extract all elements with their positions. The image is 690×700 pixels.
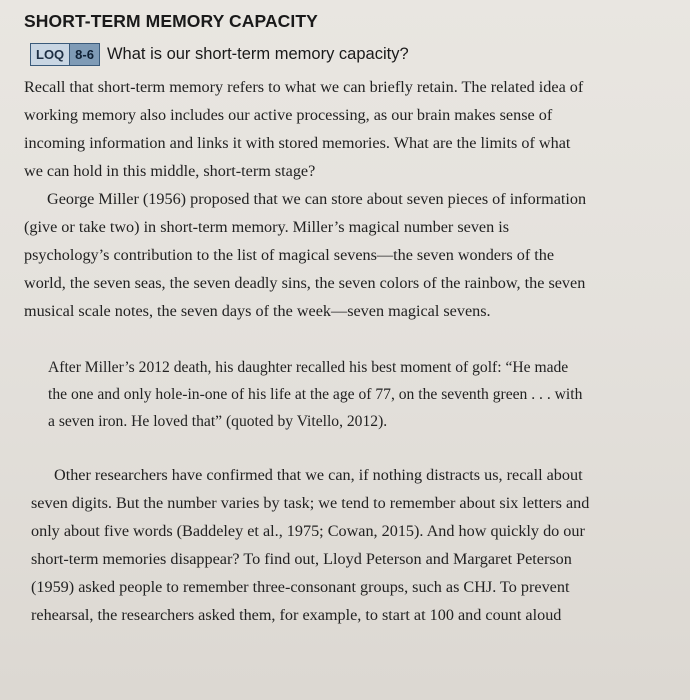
paragraph-3-line: Other researchers have confirmed that we can, if nothing distracts us, recall about	[54, 466, 583, 484]
paragraph-3-line: (1959) asked people to remember three-consonant groups, such as CHJ. To prevent	[31, 578, 570, 596]
paragraph-3-line: rehearsal, the researchers asked them, for example, to start at 100 and count aloud	[31, 606, 562, 624]
learning-objective-question	[30, 43, 409, 66]
loq-label: LOQ	[31, 44, 69, 65]
loq-badge	[30, 43, 100, 66]
paragraph-2-line: psychology’s contribution to the list of magical sevens—the seven wonders of the	[24, 246, 555, 264]
paragraph-2-line: (give or take two) in short-term memory. Miller’s magical number seven is	[24, 218, 510, 236]
paragraph-1-line: incoming information and links it with stored memories. What are the limits of what	[24, 134, 571, 152]
paragraph-1-line: working memory also includes our active processing, as our brain makes sense of	[24, 106, 553, 124]
margin-note-line: the one and only hole-in-one of his life at the age of 77, on the seventh green . . . with	[48, 386, 583, 403]
paragraph-3-line: only about five words (Baddeley et al., 1975; Cowan, 2015). And how quickly do our	[31, 522, 585, 540]
paragraph-2-line: George Miller (1956) proposed that we can store about seven pieces of information	[47, 190, 587, 208]
paragraph-1-line: we can hold in this middle, short-term stage?	[24, 162, 316, 180]
margin-note-line: After Miller’s 2012 death, his daughter recalled his best moment of golf: “He made	[48, 359, 569, 376]
paragraph-2-line: world, the seven seas, the seven deadly sins, the seven colors of the rainbow, the seven	[24, 274, 586, 292]
paragraph-1-line: Recall that short-term memory refers to what we can briefly retain. The related idea of	[24, 78, 584, 96]
paragraph-3-line: short-term memories disappear? To find out, Lloyd Peterson and Margaret Peterson	[31, 550, 572, 568]
paragraph-2-line: musical scale notes, the seven days of the week—seven magical sevens.	[24, 302, 491, 320]
paragraph-3-line: seven digits. But the number varies by task; we tend to remember about six letters and	[31, 494, 590, 512]
section-heading: SHORT-TERM MEMORY CAPACITY	[24, 11, 318, 31]
loq-number: 8-6	[69, 44, 99, 65]
loq-question: What is our short-term memory capacity?	[106, 45, 409, 63]
margin-note-line: a seven iron. He loved that” (quoted by Vitello, 2012).	[48, 413, 388, 430]
